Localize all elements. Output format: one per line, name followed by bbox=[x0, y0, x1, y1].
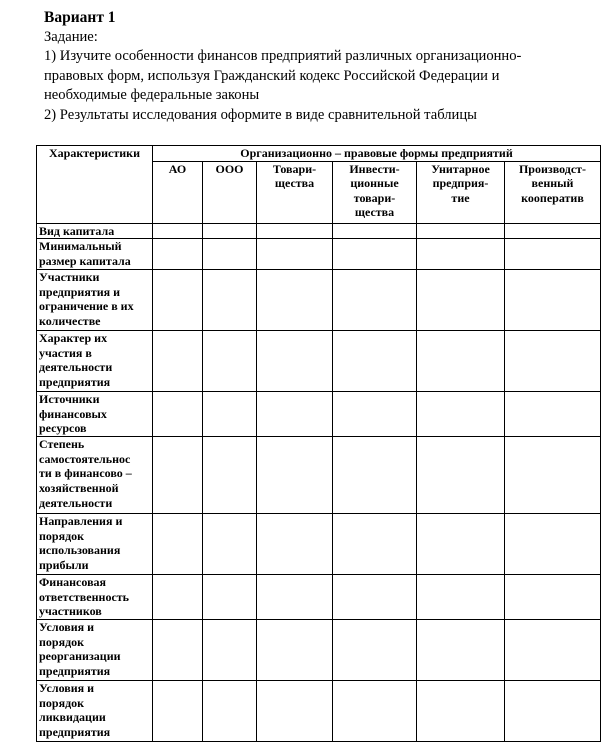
empty-cell[interactable] bbox=[505, 681, 601, 742]
empty-cell[interactable] bbox=[153, 575, 203, 620]
col-header-unitary-enterprise: Унитарное предприя- тие bbox=[417, 161, 505, 223]
empty-cell[interactable] bbox=[417, 681, 505, 742]
table-row bbox=[37, 331, 601, 392]
col-header-ooo: ООО bbox=[203, 161, 257, 223]
task-item-1-line-2: правовых форм, используя Гражданский кодекс Российской Федерации и bbox=[44, 67, 500, 84]
table-row bbox=[37, 223, 601, 239]
row-label: Финансовая ответственность участников bbox=[37, 575, 153, 620]
assignment-header bbox=[44, 8, 584, 125]
empty-cell[interactable] bbox=[505, 575, 601, 620]
empty-cell[interactable] bbox=[257, 392, 333, 437]
empty-cell[interactable] bbox=[203, 681, 257, 742]
empty-cell[interactable] bbox=[505, 239, 601, 270]
table-row bbox=[37, 681, 601, 742]
col-header-investment-partnerships: Инвести- ционные товари- щества bbox=[333, 161, 417, 223]
empty-cell[interactable] bbox=[203, 331, 257, 392]
table-row bbox=[37, 239, 601, 270]
empty-cell[interactable] bbox=[505, 331, 601, 392]
empty-cell[interactable] bbox=[417, 223, 505, 239]
empty-cell[interactable] bbox=[505, 620, 601, 681]
row-label: Условия и порядок ликвидации предприятия bbox=[37, 681, 153, 742]
empty-cell[interactable] bbox=[257, 620, 333, 681]
empty-cell[interactable] bbox=[153, 514, 203, 575]
empty-cell[interactable] bbox=[333, 239, 417, 270]
empty-cell[interactable] bbox=[203, 620, 257, 681]
empty-cell[interactable] bbox=[417, 392, 505, 437]
row-label: Направления и порядок использования прибыли bbox=[37, 514, 153, 575]
table-row bbox=[37, 392, 601, 437]
col-header-ao: АО bbox=[153, 161, 203, 223]
characteristics-header: Характеристики bbox=[37, 146, 153, 224]
empty-cell[interactable] bbox=[203, 392, 257, 437]
task-item-1-line-3: необходимые федеральные законы bbox=[44, 87, 260, 104]
row-label: Источники финансовых ресурсов bbox=[37, 392, 153, 437]
empty-cell[interactable] bbox=[203, 270, 257, 331]
task-item-2: 2) Результаты исследования оформите в виде сравнительной таблицы bbox=[44, 106, 477, 123]
empty-cell[interactable] bbox=[333, 620, 417, 681]
empty-cell[interactable] bbox=[257, 437, 333, 514]
empty-cell[interactable] bbox=[153, 681, 203, 742]
empty-cell[interactable] bbox=[333, 681, 417, 742]
empty-cell[interactable] bbox=[153, 270, 203, 331]
table-row bbox=[37, 437, 601, 514]
empty-cell[interactable] bbox=[257, 331, 333, 392]
col-header-partnerships: Товари- щества bbox=[257, 161, 333, 223]
empty-cell[interactable] bbox=[333, 223, 417, 239]
empty-cell[interactable] bbox=[257, 239, 333, 270]
table-row bbox=[37, 514, 601, 575]
empty-cell[interactable] bbox=[417, 331, 505, 392]
empty-cell[interactable] bbox=[257, 681, 333, 742]
task-label: Задание: bbox=[44, 29, 98, 45]
empty-cell[interactable] bbox=[417, 239, 505, 270]
row-label: Участники предприятия и ограничение в их количестве bbox=[37, 270, 153, 331]
empty-cell[interactable] bbox=[505, 437, 601, 514]
empty-cell[interactable] bbox=[417, 514, 505, 575]
row-label: Характер их участия в деятельности предприятия bbox=[37, 331, 153, 392]
empty-cell[interactable] bbox=[505, 270, 601, 331]
empty-cell[interactable] bbox=[257, 514, 333, 575]
empty-cell[interactable] bbox=[505, 514, 601, 575]
row-label: Степень самостоятельнос ти в финансово – хозяйственной деятельности bbox=[37, 437, 153, 514]
table-row bbox=[37, 575, 601, 620]
empty-cell[interactable] bbox=[333, 575, 417, 620]
empty-cell[interactable] bbox=[417, 575, 505, 620]
empty-cell[interactable] bbox=[505, 223, 601, 239]
empty-cell[interactable] bbox=[203, 239, 257, 270]
empty-cell[interactable] bbox=[153, 331, 203, 392]
empty-cell[interactable] bbox=[333, 437, 417, 514]
row-label: Минимальный размер капитала bbox=[37, 239, 153, 270]
empty-cell[interactable] bbox=[333, 514, 417, 575]
empty-cell[interactable] bbox=[417, 620, 505, 681]
empty-cell[interactable] bbox=[153, 223, 203, 239]
empty-cell[interactable] bbox=[153, 392, 203, 437]
empty-cell[interactable] bbox=[203, 437, 257, 514]
comparison-table bbox=[36, 145, 601, 742]
empty-cell[interactable] bbox=[505, 392, 601, 437]
empty-cell[interactable] bbox=[417, 437, 505, 514]
empty-cell[interactable] bbox=[153, 620, 203, 681]
forms-group-header: Организационно – правовые формы предприятий bbox=[153, 146, 601, 162]
variant-title: Вариант 1 bbox=[44, 9, 116, 26]
table-row bbox=[37, 270, 601, 331]
empty-cell[interactable] bbox=[257, 270, 333, 331]
empty-cell[interactable] bbox=[153, 437, 203, 514]
empty-cell[interactable] bbox=[257, 575, 333, 620]
empty-cell[interactable] bbox=[333, 270, 417, 331]
empty-cell[interactable] bbox=[203, 223, 257, 239]
empty-cell[interactable] bbox=[153, 239, 203, 270]
empty-cell[interactable] bbox=[203, 575, 257, 620]
table-row bbox=[37, 620, 601, 681]
empty-cell[interactable] bbox=[417, 270, 505, 331]
col-header-production-cooperative: Производст- венный кооператив bbox=[505, 161, 601, 223]
empty-cell[interactable] bbox=[257, 223, 333, 239]
row-label: Вид капитала bbox=[37, 223, 153, 239]
task-item-1-line-1: 1) Изучите особенности финансов предприятий различных организационно- bbox=[44, 48, 522, 65]
empty-cell[interactable] bbox=[333, 331, 417, 392]
empty-cell[interactable] bbox=[203, 514, 257, 575]
empty-cell[interactable] bbox=[333, 392, 417, 437]
row-label: Условия и порядок реорганизации предприятия bbox=[37, 620, 153, 681]
